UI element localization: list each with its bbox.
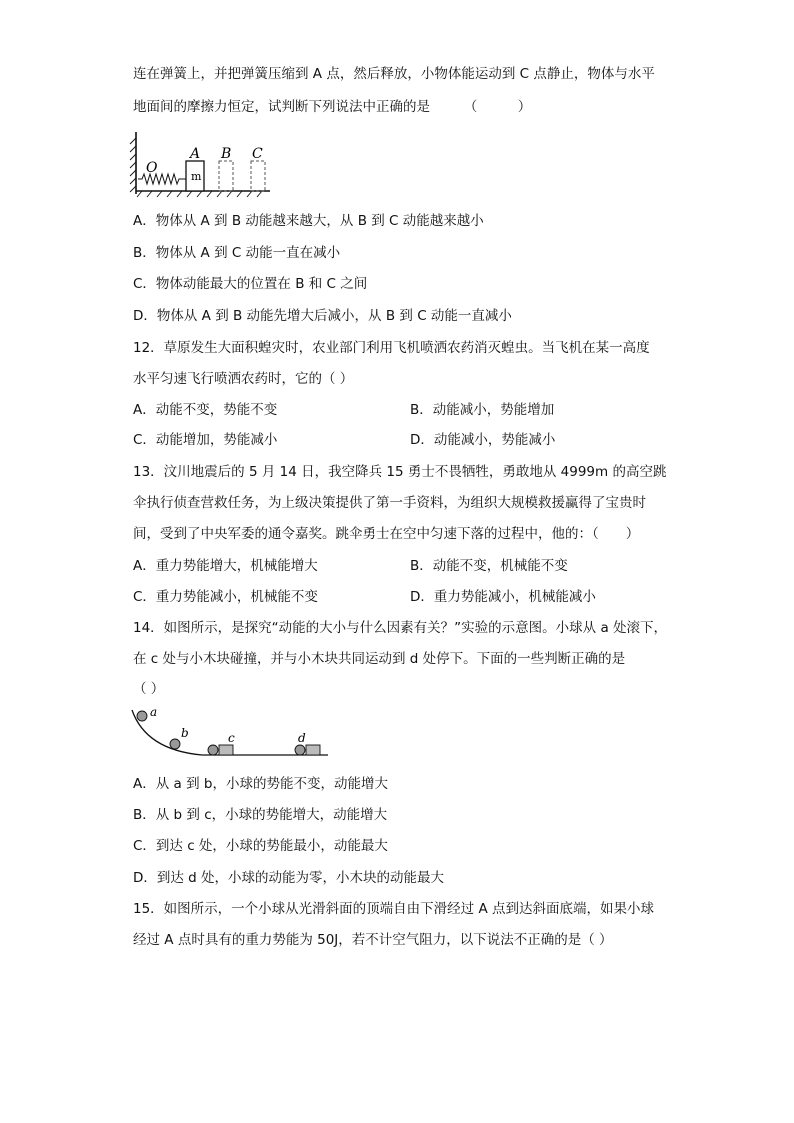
q12-stem-line2: 水平匀速飞行喷洒农药时，它的（ ） bbox=[133, 371, 354, 387]
q12-option-c: C．动能增加，势能减小 bbox=[133, 432, 278, 448]
q14-stem-line1: 14．如图所示，是探究“动能的大小与什么因素有关？”实验的示意图。小球从 a 处滚下， bbox=[133, 620, 668, 636]
q14-option-a: A．从 a 到 b，小球的势能不变，动能增大 bbox=[133, 776, 388, 792]
q11-option-a: A．物体从 A 到 B 动能越来越大，从 B 到 C 动能越来越小 bbox=[133, 213, 484, 229]
q15-stem-line1: 15．如图所示，一个小球从光滑斜面的顶端自由下滑经过 A 点到达斜面底端，如果小球 bbox=[133, 901, 654, 917]
q13-stem-line1: 13．汶川地震后的 5 月 14 日，我空降兵 15 勇士不畏牺牲，勇敢地从 4999m 的高空跳 bbox=[133, 464, 667, 480]
q11-stem-line2: 地面间的摩擦力恒定，试判断下列说法中正确的是 （ ） bbox=[133, 99, 532, 115]
q14-stem-line2: 在 c 处与小木块碰撞，并与小木块共同运动到 d 处停下。下面的一些判断正确的是 bbox=[133, 651, 626, 667]
q11-option-b: B．物体从 A 到 C 动能一直在减小 bbox=[133, 245, 341, 261]
q13-stem-line2: 伞执行侦查营救任务，为上级决策提供了第一手资料，为组织大规模救援赢得了宝贵时 bbox=[133, 495, 646, 511]
q15-stem-line2: 经过 A 点时具有的重力势能为 50J，若不计空气阻力，以下说法不正确的是（ ） bbox=[133, 932, 613, 948]
q11-label-a: A bbox=[190, 146, 201, 162]
q14-label-b: b bbox=[181, 726, 189, 740]
q14-option-b: B．从 b 到 c，小球的势能增大，动能增大 bbox=[133, 807, 388, 823]
q14-option-d: D．到达 d 处，小球的动能为零，小木块的动能最大 bbox=[133, 870, 445, 886]
q11-option-d: D．物体从 A 到 B 动能先增大后减小，从 B 到 C 动能一直减小 bbox=[133, 308, 512, 324]
q13-option-d: D．重力势能减小，机械能减小 bbox=[410, 589, 596, 605]
q13-option-a: A．重力势能增大，机械能增大 bbox=[133, 558, 318, 574]
q11-label-b: B bbox=[221, 146, 232, 162]
q11-label-m: m bbox=[191, 170, 202, 183]
q12-option-a: A．动能不变，势能不变 bbox=[133, 402, 278, 418]
q12-stem-line1: 12．草原发生大面积蝗灾时，农业部门利用飞机喷洒农药消灭蝗虫。当飞机在某一高度 bbox=[133, 340, 650, 356]
q11-option-c: C．物体动能最大的位置在 B 和 C 之间 bbox=[133, 276, 368, 292]
q14-label-c: c bbox=[228, 731, 235, 745]
q12-option-b: B．动能减小，势能增加 bbox=[410, 402, 555, 418]
q11-spring-figure bbox=[128, 130, 278, 200]
q11-stem-line1: 连在弹簧上，并把弹簧压缩到 A 点，然后释放，小物体能运动到 C 点静止，物体与水平 bbox=[133, 66, 655, 82]
q14-label-d: d bbox=[298, 731, 306, 745]
q13-option-c: C．重力势能减小，机械能不变 bbox=[133, 589, 318, 605]
q14-ramp-figure bbox=[128, 704, 333, 760]
q14-label-a: a bbox=[150, 705, 158, 719]
q13-stem-line3: 间，受到了中央军委的通令嘉奖。跳伞勇士在空中匀速下落的过程中，他的：（ ） bbox=[133, 526, 640, 542]
q14-stem-line3: （ ） bbox=[133, 681, 165, 697]
q14-option-c: C．到达 c 处，小球的势能最小，动能最大 bbox=[133, 838, 388, 854]
q12-option-d: D．动能减小，势能减小 bbox=[410, 432, 556, 448]
q11-label-o: O bbox=[146, 160, 158, 176]
q13-option-b: B．动能不变，机械能不变 bbox=[410, 558, 568, 574]
q11-label-c: C bbox=[252, 146, 263, 162]
